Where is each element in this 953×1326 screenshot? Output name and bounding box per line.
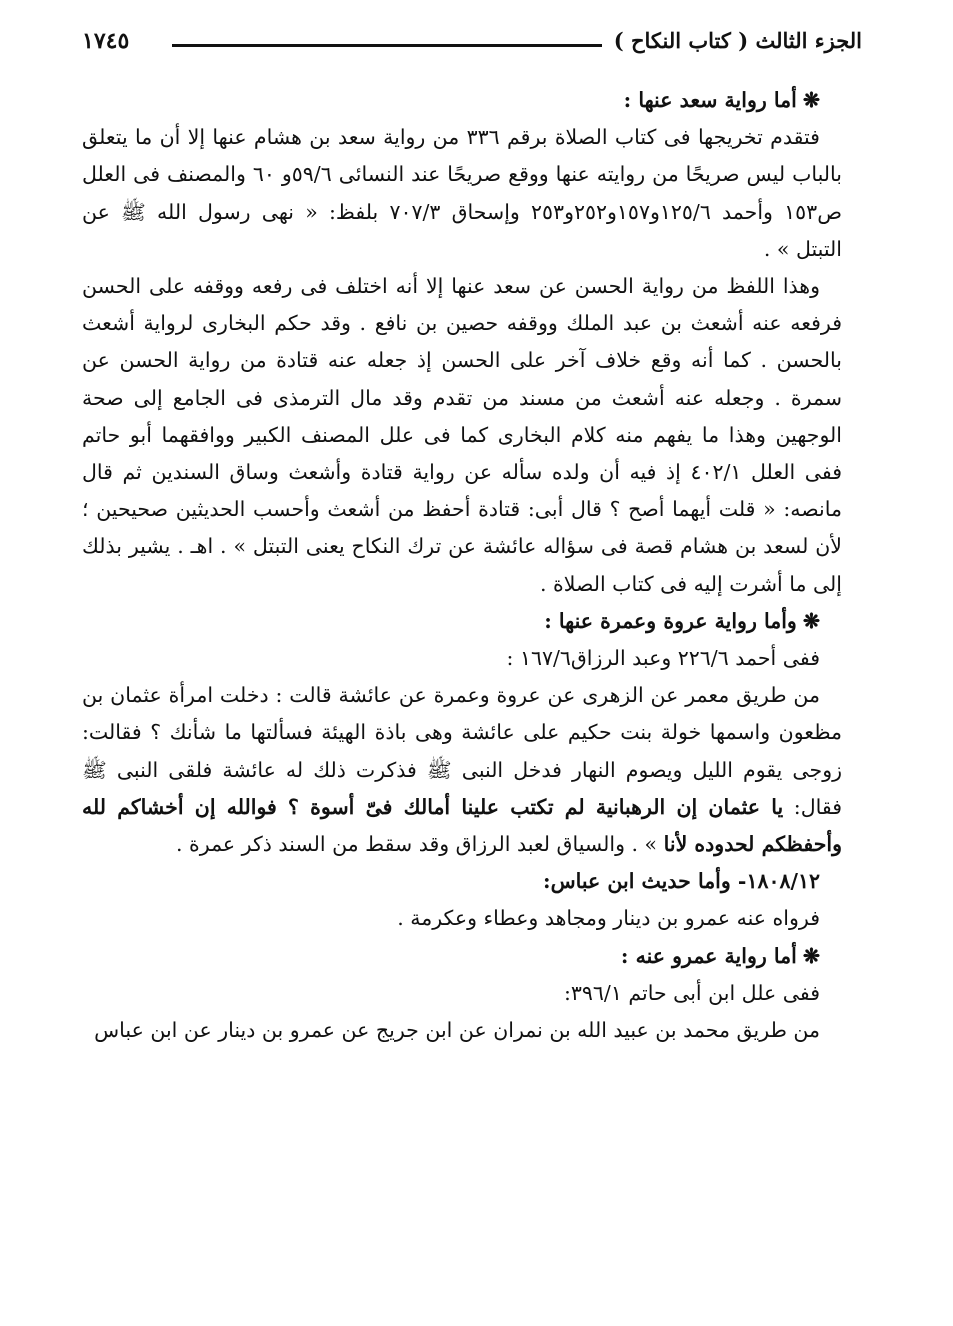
- page-header: [82, 28, 862, 62]
- section-heading-amr: [82, 938, 842, 975]
- paragraph-isnad: من طريق محمد بن عبيد الله بن نمران عن ابن جريج عن عمرو بن دينار عن ابن عباس: [94, 1018, 820, 1043]
- star-icon: ❋: [802, 943, 820, 968]
- page-number: ١٧٤٥: [82, 28, 130, 54]
- hadith-quote: يا عثمان إن الرهبانية لم تكتب علينا أمالك فىّ أسوة ؟ فوالله إن أخشاكم لله وأحفظكم لحدوده لأنا: [82, 794, 842, 857]
- star-icon: ❋: [802, 88, 820, 112]
- page-body: [82, 82, 842, 1049]
- section-heading-urwa-amra: [82, 603, 842, 640]
- hadith-tail: » . والسياق لعبد الرزاق وقد سقط من السند ذكر عمرة .: [175, 832, 658, 857]
- running-head-title: الجزء الثالث ( كتاب النكاح ): [613, 28, 862, 53]
- paragraph-hadith-uthman: [82, 677, 842, 863]
- paragraph-source-ilal: ففى علل ابن أبى حاتم ٣٩٦/١:: [563, 980, 820, 1005]
- paragraph-takhrij-saad: فتقدم تخريجها فى كتاب الصلاة برقم ٣٣٦ من رواية سعد بن هشام عنها إلا أن ما يتعلق بالباب ليس صريحًا من روايته عنها ووقع صريحًا عند النسائى ٥٩/٦و ٦٠ والمصنف فى العلل ص١٥٣ وأحمد ١٢٥/٦و١٥٧و٢٥٢و٢٥٣ وإسحاق ٧٠٧/٣ بلفظ: « نهى رسول الله ﷺ عن التبتل » .: [82, 125, 843, 261]
- paragraph-source-ahmad: ففى أحمد ٢٢٦/٦ وعبد الرزاق١٦٧/٦ :: [506, 646, 820, 671]
- header-rule: [172, 44, 602, 47]
- section-heading-saad: [82, 82, 842, 119]
- heading-text: أما رواية عمرو عنه :: [620, 943, 797, 968]
- section-heading-ibn-abbas: ١٨٠٨/١٢- وأما حديث ابن عباس:: [543, 869, 820, 894]
- heading-text: أما رواية سعد عنها :: [623, 88, 797, 112]
- paragraph-narrators: فرواه عنه عمرو بن دينار ومجاهد وعطاء وعكرمة .: [397, 906, 820, 931]
- star-icon: ❋: [802, 608, 820, 633]
- heading-text: وأما رواية عروة وعمرة عنها :: [544, 608, 797, 633]
- hadith-text: من طريق معمر عن الزهرى عن عروة وعمرة عن عائشة قالت : دخلت امرأة عثمان بن مظعون واسمها خولة بنت حكيم على عائشة وهى باذة الهيئة فسألتها ما شأنك ؟ فقالت: زوجى يقوم الليل ويصوم النهار فدخل النبى ﷺ فذكرت ذلك له عائشة فلقى النبى ﷺ فقال:: [82, 683, 842, 819]
- paragraph-hasan-discussion: وهذا اللفظ من رواية الحسن عن سعد عنها إلا أنه اختلف فى رفعه ووقفه على الحسن فرفعه عنه أشعث بن عبد الملك ووقفه حصين بن نافع . وقد حكم البخارى لرواية أشعث بالحسن . كما أنه وقع خلاف آخر على الحسن إذ جعله عنه قتادة من رواية الحسن عن سمرة . وجعله عنه أشعث من مسند من تقدم وقد مال الترمذى فى الجامع إلى صحة الوجهين وهذا ما يفهم منه كلام البخارى كما فى علل المصنف الكبير ووافقهما أبو حاتم ففى العلل ٤٠٢/١ إذ فيه أن ولده سأله عن رواية قتادة وأشعث وساق السندين ثم قال مانصه: « قلت أيهما أصح ؟ قال أبى: قتادة أحفظ من أشعث وأحسب الحديثين صحيحين ؛ لأن لسعد بن هشام قصة فى سؤاله عائشة عن ترك النكاح يعنى التبتل » . اهـ . يشير بذلك إلى ما أشرت إليه فى كتاب الصلاة .: [82, 274, 843, 596]
